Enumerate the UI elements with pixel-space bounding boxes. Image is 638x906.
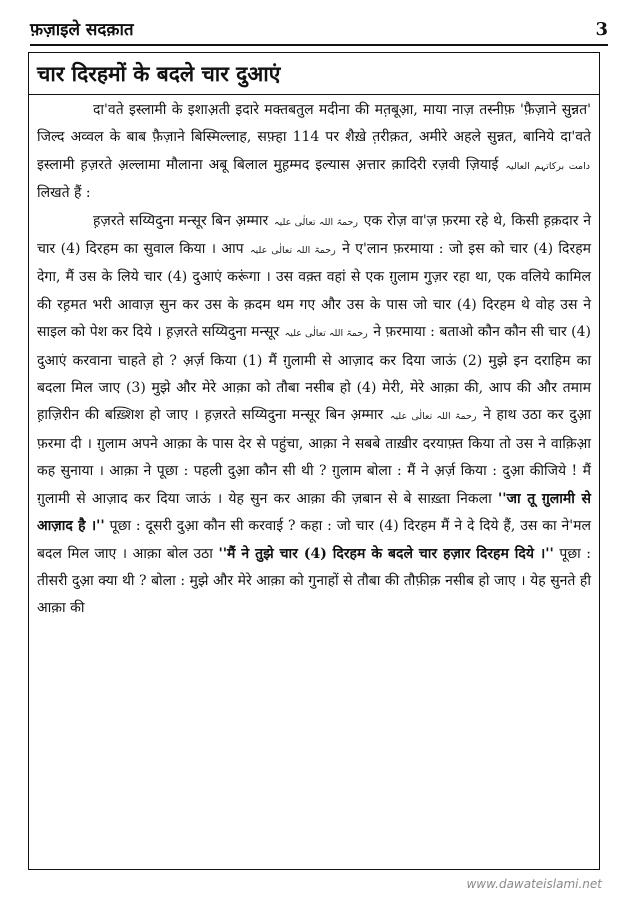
paragraph-2-text: ने ए'लान फ़रमाया : जो इस को चार (4) दिरहम देगा, मैं उस के लिये चार (4) दुआएं करूंगा । उस वक़्त वहां से एक ग़ुलाम गुज़र रहा था, एक वलिये कामिल की रह़मत भरी आवाज़ सुन कर उस के क़दम थम गए और उस के पास जो चार (4) दिरहम थे वोह उस ने साइल को पेश कर दिये । ह़ज़रते सय्यिदुना मन्सूर <box>37 241 592 341</box>
honorific-inscription: رحمۃ اللہ تعالٰی علیہ <box>274 216 358 228</box>
paragraph-2-text: पूछा : दूसरी दुआ़ कौन सी करवाई ? कहा : जो चार (4) दिरहम मैं ने दे दिये हैं, उस का ने'मल बदल मिल जाए । आक़ा बोल उठा <box>37 518 591 562</box>
paragraph-2-text: ने हाथ उठा कर दुआ़ फ़रमा दी । ग़ुलाम अपने आक़ा के पास देर से पहुंचा, आक़ा ने सबबे ताख़ीर दरयाफ़्त किया तो उस ने वाक़िआ़ कह सुनाया । आक़ा ने पूछा : पहली दुआ़ कौन सी थी ? ग़ुलाम बोला : मैं ने अ़र्ज़ किया : दुआ़ कीजिये ! मैं ग़ुलामी से आज़ाद कर दिया जाऊं । येह सुन कर आक़ा की ज़बान से बे साख़्ता निकला <box>37 407 592 507</box>
paragraph-1-text-end: लिखते हैं : <box>37 185 91 202</box>
page-number: 3 <box>595 19 608 40</box>
paragraph-2-text: एक रोज़ वा'ज़ फ़रमा रहे थे, किसी ह़क़दार ने चार (4) दिरहम का सुवाल किया । आप <box>37 212 591 258</box>
body-text <box>29 95 599 623</box>
quoted-exclamation: ''मैं ने तुझे चार (4) दिरहम के बदले चार हज़ार दिरहम दिये ।'' <box>218 545 554 562</box>
paragraph-1 <box>37 97 591 208</box>
paragraph-1-text: दा'वते इस्लामी के इशाअ़ती इदारे मक्तबतुल मदीना की मत़बूआ़, माया नाज़ तस्नीफ़ 'फ़ैज़ाने सुन्नत' जिल्द अव्वल के बाब फ़ैज़ाने बिस्मिल्लाह, सफ़्हा 114 पर शैख़े त़रीक़त, अमीरे अहले सुन्नत, बानिये दा'वते इस्लामी ह़ज़रते अ़ल्लामा मौलाना अबू बिलाल मुह़म्मद इल्यास अ़त्तार क़ादिरी रज़वी ज़ियाई <box>37 102 591 173</box>
honorific-inscription: رحمۃ اللہ تعالٰی علیہ <box>250 245 336 257</box>
website-watermark: www.dawateislami.net <box>466 877 602 891</box>
running-header <box>30 18 608 46</box>
quoted-exclamation: ''जा तू ग़ुलामी से आज़ाद है ।'' <box>37 490 591 535</box>
honorific-inscription: رحمۃ اللہ تعالٰی علیہ <box>284 328 368 340</box>
paragraph-2-text: ह़ज़रते सय्यिदुना मन्सूर बिन अ़म्मार <box>93 212 269 229</box>
honorific-inscription: دامت برکاتہم العالیہ <box>505 160 590 172</box>
paragraph-2-text-end: पूछा : तीसरी दुआ़ क्या थी ? बोला : मुझे और मेरे आक़ा को गुनाहों से तौबा की तौफ़ीक़ नसीब हो जाए । येह सुनते ही आक़ा की <box>37 545 592 617</box>
book-title: फ़ज़ाइले सदक़ात <box>30 20 134 40</box>
paragraph-2-text: ने फ़रमाया : बताओ कौन कौन सी चार (4) दुआएं करवाना चाहते हो ? अ़र्ज़ किया (1) मैं ग़ुलामी से आज़ाद कर दिया जाऊं (2) मुझे इन दराहिम का बदला मिल जाए (3) मुझे और मेरे आक़ा को तौबा नसीब हो (4) मेरी, मेरे आक़ा की, आप की और तमाम ह़ाज़िरीन की बख़्शिश हो जाए । ह़ज़रते सय्यिदुना मन्सूर बिन अ़म्मार <box>37 324 592 424</box>
honorific-inscription: رحمۃ اللہ تعالٰی علیہ <box>389 411 477 423</box>
text-box <box>28 52 600 870</box>
paragraph-2 <box>37 208 591 623</box>
section-heading: चार दिरहमों के बदले चार दुआएं <box>29 53 599 95</box>
